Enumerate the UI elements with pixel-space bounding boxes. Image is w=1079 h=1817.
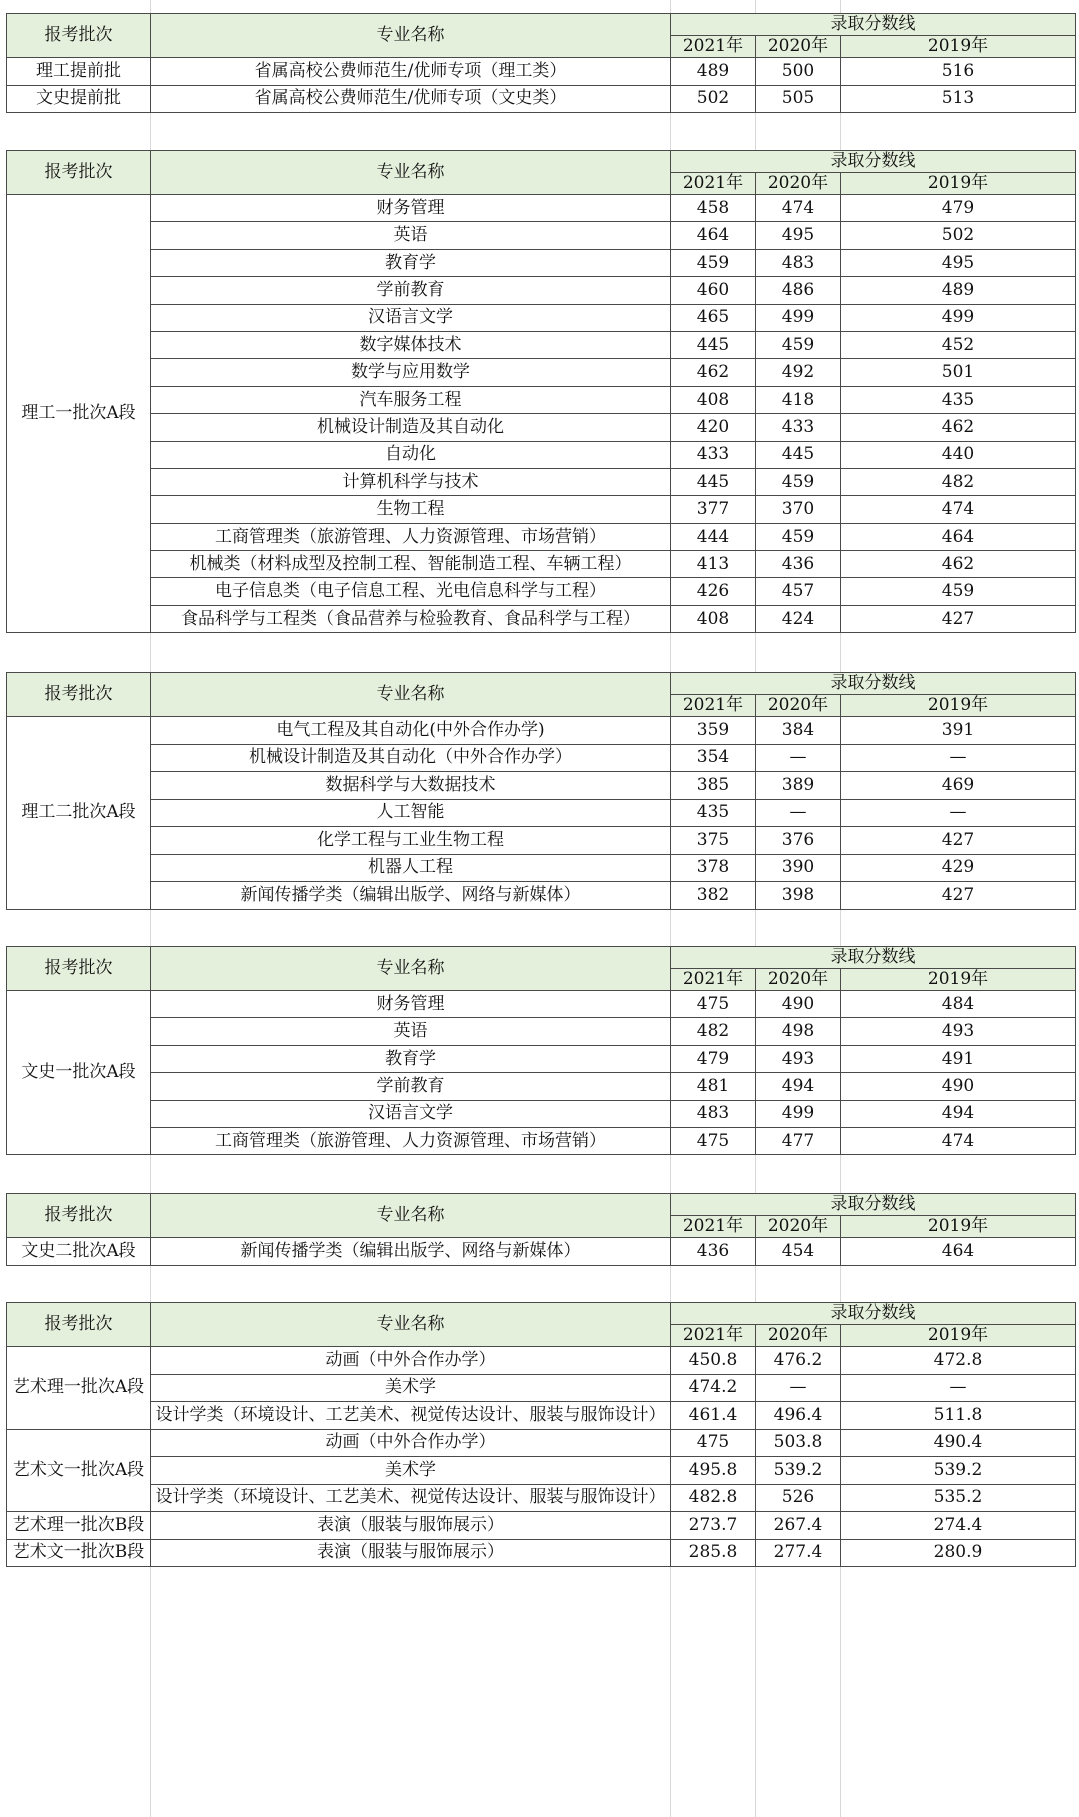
score-cell: 427 [841,605,1076,632]
score-cell: 435 [841,386,1076,413]
score-cell: 484 [841,991,1076,1018]
score-cell: 398 [756,882,841,910]
score-cell: 495 [841,249,1076,276]
score-cell: 474 [756,195,841,222]
score-cell: 479 [841,195,1076,222]
table-row [7,1238,1076,1266]
major-header: 专业名称 [151,1303,671,1347]
batch-cell: 理工一批次A段 [7,195,151,633]
score-cell: 498 [756,1018,841,1045]
score-cell: 389 [756,772,841,800]
score-cell: 505 [756,85,841,113]
major-cell: 数据科学与大数据技术 [151,772,671,800]
score-cell: 445 [756,441,841,468]
score-cell: 445 [671,331,756,358]
year-header: 2021年 [671,173,756,195]
scores-header: 录取分数线 [671,673,1076,695]
major-cell: 机械类（材料成型及控制工程、智能制造工程、车辆工程） [151,551,671,578]
score-cell: 429 [841,854,1076,882]
scores-header: 录取分数线 [671,947,1076,969]
score-cell: 267.4 [756,1512,841,1540]
score-cell: 490.4 [841,1429,1076,1457]
score-cell: 420 [671,414,756,441]
score-cell: 489 [841,277,1076,304]
table-row [7,1484,1076,1512]
table-row [7,277,1076,304]
score-cell: 459 [841,578,1076,605]
major-cell: 机械设计制造及其自动化（中外合作办学） [151,744,671,772]
batch-cell: 文史二批次A段 [7,1238,151,1266]
score-cell: 445 [671,468,756,495]
score-cell: 489 [671,58,756,86]
table-row [7,441,1076,468]
batch-cell: 艺术文一批次B段 [7,1539,151,1567]
major-header: 专业名称 [151,673,671,717]
score-cell: 499 [756,304,841,331]
scores-header: 录取分数线 [671,14,1076,36]
score-table [6,946,1076,1155]
score-cell: 482 [671,1018,756,1045]
table-row [7,1018,1076,1045]
major-cell: 新闻传播学类（编辑出版学、网络与新媒体） [151,882,671,910]
batch-header: 报考批次 [7,14,151,58]
score-cell: 450.8 [671,1347,756,1375]
major-cell: 汽车服务工程 [151,386,671,413]
year-header: 2021年 [671,969,756,991]
year-header: 2020年 [756,969,841,991]
score-cell: 280.9 [841,1539,1076,1567]
score-cell: 490 [841,1073,1076,1100]
score-cell: 384 [756,717,841,745]
major-cell: 生物工程 [151,496,671,523]
score-cell: 481 [671,1073,756,1100]
table-row [7,222,1076,249]
major-header: 专业名称 [151,14,671,58]
score-cell: 408 [671,605,756,632]
major-cell: 汉语言文学 [151,1100,671,1127]
score-cell: 474.2 [671,1374,756,1402]
year-header: 2021年 [671,1325,756,1347]
score-cell: 433 [671,441,756,468]
score-cell: 436 [671,1238,756,1266]
score-cell: 469 [841,772,1076,800]
score-cell: 499 [841,304,1076,331]
major-cell: 化学工程与工业生物工程 [151,827,671,855]
score-cell: 539.2 [756,1457,841,1485]
major-cell: 动画（中外合作办学） [151,1429,671,1457]
score-cell: 483 [671,1100,756,1127]
major-cell: 设计学类（环境设计、工艺美术、视觉传达设计、服装与服饰设计） [151,1484,671,1512]
table-row [7,772,1076,800]
score-cell: 491 [841,1045,1076,1072]
major-cell: 表演（服装与服饰展示） [151,1539,671,1567]
batch-cell: 文史提前批 [7,85,151,113]
year-header: 2019年 [841,969,1076,991]
major-cell: 财务管理 [151,991,671,1018]
score-cell: 285.8 [671,1539,756,1567]
score-cell: 500 [756,58,841,86]
score-cell: 461.4 [671,1402,756,1430]
year-header: 2019年 [841,695,1076,717]
score-cell: 490 [756,991,841,1018]
score-cell: 494 [756,1073,841,1100]
batch-header: 报考批次 [7,1303,151,1347]
major-cell: 数学与应用数学 [151,359,671,386]
header-row [7,14,1076,36]
score-cell: 465 [671,304,756,331]
score-cell: 492 [756,359,841,386]
table-row [7,854,1076,882]
year-header: 2020年 [756,695,841,717]
year-header: 2020年 [756,1216,841,1238]
year-header: 2019年 [841,1216,1076,1238]
table-row [7,1512,1076,1540]
batch-header: 报考批次 [7,151,151,195]
batch-cell: 文史一批次A段 [7,991,151,1155]
score-cell: 516 [841,58,1076,86]
year-header: 2020年 [756,36,841,58]
major-cell: 人工智能 [151,799,671,827]
table-row [7,1539,1076,1567]
table-row [7,882,1076,910]
score-table [6,1193,1076,1266]
major-header: 专业名称 [151,1194,671,1238]
major-cell: 财务管理 [151,195,671,222]
major-cell: 英语 [151,222,671,249]
score-cell: 526 [756,1484,841,1512]
score-cell: 494 [841,1100,1076,1127]
score-cell: 535.2 [841,1484,1076,1512]
score-cell: 418 [756,386,841,413]
major-cell: 自动化 [151,441,671,468]
score-cell: 501 [841,359,1076,386]
year-header: 2019年 [841,1325,1076,1347]
score-cell: 460 [671,277,756,304]
major-cell: 机械设计制造及其自动化 [151,414,671,441]
score-cell: 376 [756,827,841,855]
score-cell: 459 [671,249,756,276]
score-cell: 495.8 [671,1457,756,1485]
header-row [7,151,1076,173]
score-cell: 513 [841,85,1076,113]
table-row [7,744,1076,772]
score-cell: — [756,1374,841,1402]
batch-header: 报考批次 [7,947,151,991]
year-header: 2021年 [671,36,756,58]
score-cell: 459 [756,331,841,358]
table-row [7,1100,1076,1127]
score-cell: 496.4 [756,1402,841,1430]
scores-header: 录取分数线 [671,1194,1076,1216]
score-cell: 474 [841,1127,1076,1154]
score-cell: 483 [756,249,841,276]
year-header: 2021年 [671,695,756,717]
table-row [7,1402,1076,1430]
score-cell: 427 [841,827,1076,855]
score-cell: 408 [671,386,756,413]
score-cell: 539.2 [841,1457,1076,1485]
table-row [7,523,1076,550]
score-cell: 486 [756,277,841,304]
major-cell: 电子信息类（电子信息工程、光电信息科学与工程） [151,578,671,605]
batch-cell: 理工二批次A段 [7,717,151,910]
table-row [7,331,1076,358]
score-cell: 274.4 [841,1512,1076,1540]
score-cell: — [756,744,841,772]
major-header: 专业名称 [151,151,671,195]
year-header: 2021年 [671,1216,756,1238]
score-cell: 464 [841,1238,1076,1266]
score-cell: 464 [841,523,1076,550]
table-row [7,1374,1076,1402]
major-cell: 美术学 [151,1374,671,1402]
batch-cell: 艺术理一批次A段 [7,1347,151,1430]
score-table [6,13,1076,113]
score-cell: 458 [671,195,756,222]
score-cell: 479 [671,1045,756,1072]
score-cell: 452 [841,331,1076,358]
score-cell: 390 [756,854,841,882]
table-row [7,359,1076,386]
year-header: 2020年 [756,1325,841,1347]
major-cell: 新闻传播学类（编辑出版学、网络与新媒体） [151,1238,671,1266]
score-table [6,150,1076,633]
score-cell: 277.4 [756,1539,841,1567]
table-row [7,1457,1076,1485]
year-header: 2020年 [756,173,841,195]
table-row [7,496,1076,523]
header-row [7,673,1076,695]
score-cell: 475 [671,1429,756,1457]
score-table [6,672,1076,910]
year-header: 2019年 [841,36,1076,58]
major-cell: 设计学类（环境设计、工艺美术、视觉传达设计、服装与服饰设计） [151,1402,671,1430]
score-cell: 464 [671,222,756,249]
score-cell: 472.8 [841,1347,1076,1375]
major-cell: 电气工程及其自动化(中外合作办学) [151,717,671,745]
score-cell: 462 [841,551,1076,578]
score-cell: 427 [841,882,1076,910]
score-cell: 435 [671,799,756,827]
score-cell: 493 [756,1045,841,1072]
score-cell: 475 [671,991,756,1018]
table-row [7,1073,1076,1100]
score-cell: 273.7 [671,1512,756,1540]
score-cell: 377 [671,496,756,523]
major-cell: 教育学 [151,249,671,276]
major-cell: 省属高校公费师范生/优师专项（理工类） [151,58,671,86]
major-cell: 学前教育 [151,1073,671,1100]
major-cell: 食品科学与工程类（食品营养与检验教育、食品科学与工程） [151,605,671,632]
major-cell: 工商管理类（旅游管理、人力资源管理、市场营销） [151,523,671,550]
header-row [7,1194,1076,1216]
table-row [7,249,1076,276]
table-row [7,1045,1076,1072]
score-cell: — [841,744,1076,772]
table-row [7,304,1076,331]
batch-cell: 艺术理一批次B段 [7,1512,151,1540]
table-row [7,1127,1076,1154]
score-cell: 495 [756,222,841,249]
score-cell: 457 [756,578,841,605]
major-cell: 美术学 [151,1457,671,1485]
score-cell: 378 [671,854,756,882]
table-row [7,991,1076,1018]
major-cell: 英语 [151,1018,671,1045]
major-cell: 学前教育 [151,277,671,304]
score-cell: 391 [841,717,1076,745]
score-cell: 354 [671,744,756,772]
major-cell: 动画（中外合作办学） [151,1347,671,1375]
score-cell: — [841,799,1076,827]
table-row [7,827,1076,855]
batch-cell: 艺术文一批次A段 [7,1429,151,1512]
header-row [7,1303,1076,1325]
major-cell: 机器人工程 [151,854,671,882]
score-cell: 462 [841,414,1076,441]
score-table [6,1302,1076,1567]
score-cell: 440 [841,441,1076,468]
score-cell: 482.8 [671,1484,756,1512]
score-cell: — [841,1374,1076,1402]
score-cell: 359 [671,717,756,745]
major-cell: 工商管理类（旅游管理、人力资源管理、市场营销） [151,1127,671,1154]
score-cell: 413 [671,551,756,578]
score-cell: 477 [756,1127,841,1154]
score-cell: 382 [671,882,756,910]
score-cell: 502 [671,85,756,113]
table-row [7,551,1076,578]
batch-header: 报考批次 [7,673,151,717]
score-cell: 482 [841,468,1076,495]
table-row [7,799,1076,827]
scores-header: 录取分数线 [671,151,1076,173]
major-cell: 数字媒体技术 [151,331,671,358]
batch-header: 报考批次 [7,1194,151,1238]
score-cell: 424 [756,605,841,632]
table-row [7,717,1076,745]
score-cell: 503.8 [756,1429,841,1457]
table-row [7,414,1076,441]
score-cell: 474 [841,496,1076,523]
score-cell: 476.2 [756,1347,841,1375]
header-row [7,947,1076,969]
score-cell: 475 [671,1127,756,1154]
score-cell: 444 [671,523,756,550]
table-row [7,1347,1076,1375]
score-cell: 493 [841,1018,1076,1045]
table-row [7,195,1076,222]
major-cell: 省属高校公费师范生/优师专项（文史类） [151,85,671,113]
score-cell: 459 [756,523,841,550]
score-cell: 426 [671,578,756,605]
score-cell: 462 [671,359,756,386]
score-cell: 436 [756,551,841,578]
score-cell: 511.8 [841,1402,1076,1430]
major-cell: 计算机科学与技术 [151,468,671,495]
table-row [7,85,1076,113]
year-header: 2019年 [841,173,1076,195]
score-cell: — [756,799,841,827]
table-row [7,578,1076,605]
score-cell: 433 [756,414,841,441]
major-cell: 教育学 [151,1045,671,1072]
score-cell: 499 [756,1100,841,1127]
batch-cell: 理工提前批 [7,58,151,86]
table-row [7,1429,1076,1457]
major-cell: 汉语言文学 [151,304,671,331]
score-cell: 454 [756,1238,841,1266]
major-header: 专业名称 [151,947,671,991]
score-cell: 375 [671,827,756,855]
scores-header: 录取分数线 [671,1303,1076,1325]
major-cell: 表演（服装与服饰展示） [151,1512,671,1540]
score-cell: 502 [841,222,1076,249]
table-row [7,605,1076,632]
table-row [7,468,1076,495]
score-cell: 459 [756,468,841,495]
score-cell: 370 [756,496,841,523]
table-row [7,58,1076,86]
score-cell: 385 [671,772,756,800]
table-row [7,386,1076,413]
